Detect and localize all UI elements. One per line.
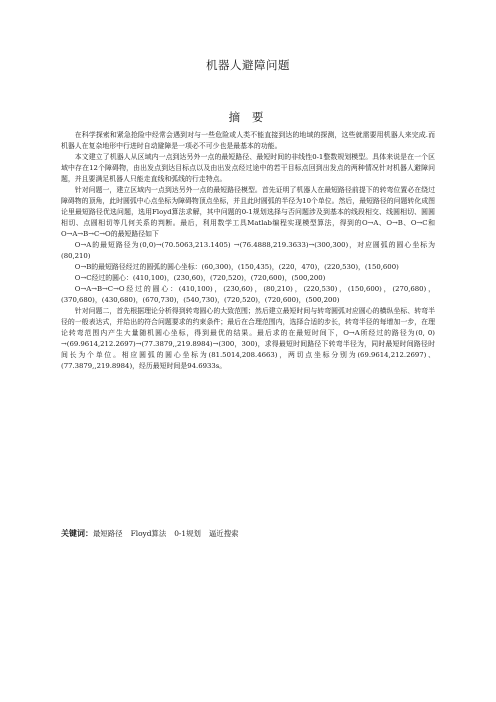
keyword: 最短路径 bbox=[93, 529, 123, 538]
abstract-paragraph: 针对问题一，建立区域内一点到达另外一点的最短路径模型。首先证明了机器人在最短路径前提下的转弯位置必在绕过障碍物的顶角，此时圆弧中心点坐标为障碍物顶点坐标，并且此时圆弧的半径为10个单位。然后，最短路径的问题转化成图论里最短路径优选问题，选用Floyd算法求解，其中问题的0-1规划选择与否问题涉及到基本的线段相交、线圆相切、圆圆相切、点圆相切等几何关系的判断。最后，利用数学工具Matlab编程实现模型算法，得到的O→A、O→B、O→C和O→A→B→C→O的最短路径如下 bbox=[61, 186, 435, 238]
result-line: O→B的最短路径经过的圆弧的圆心坐标：(60,300)，(150,435)，(220，470)，(220,530)，(150,600) bbox=[74, 263, 399, 271]
result-line: O→A→B→C→O经过的圆心：(410,100)，(230,60)，(80,210)，(220,530)，(150,600)，(270,680)，(370,680)，(430,680)，(670,730)，(540,730)，(720,520)，(720,600)，(500,200) bbox=[61, 285, 435, 304]
abstract-heading: 摘 要 bbox=[228, 110, 268, 124]
keyword: 0-1规划 bbox=[174, 529, 201, 538]
keywords-label: 关键词： bbox=[61, 529, 93, 538]
abstract-paragraph: 针对问题二，首先根据理论分析得到转弯圆心的大致范围；然后建立最短时间与转弯圆弧对应圆心的横纵坐标、转弯半径的一般表达式，并给出的符合问题要求的约束条件；最后在合理范围内，选择合适的步长，转弯半径的每增加一步，在理论转弯范围内产生大量随机圆心坐标，得到最优的结果。最后求的在最短时间下，O→A所经过的路径为(0, 0) →(69.9614,212.2697)→(77.3879,,219.8984)→(300，300)，求得最短时间路径下转弯半径为，同时最短时间路径时间长为个单位。相应圆弧的圆心坐标为(81.5014,208.4663)，两切点坐标分别为(69.9614,212.2697)、(77.3879,,219.8984)，经历最短时间是94.6933s。 bbox=[61, 307, 435, 370]
result-line: O→C经过的圆心：(410,100)，(230,60)，(720,520)，(720,600)，(500,200) bbox=[74, 274, 326, 282]
keyword: 逼近搜索 bbox=[208, 529, 239, 538]
abstract-paragraph: 本文建立了机器人从区域内一点到达另外一点的最短路径、最短时间的非线性0-1整数规划模型。具体来说是在一个区域中存在12个障碍物，由出发点到达目标点以及由出发点经过途中的若干目标点回到出发点的两种情况针对机器人避障问题，并且要满足机器人只能走直线和弧线的行走特点。 bbox=[61, 153, 435, 183]
result-line: O→A的最短路径为(0,0)→(70.5063,213.1405) →(76.4888,219.3633)→(300,300)，对应圆弧的圆心坐标为(80,210) bbox=[61, 241, 435, 260]
abstract-paragraph: 在科学探索和紧急抢险中经常会遇到对与一些危险或人类不能直接到达的地域的探测，这些就需要用机器人来完成.而机器人在复杂地形中行进时自动避障是一项必不可少也是最基本的功能。 bbox=[61, 131, 435, 150]
keywords-line bbox=[61, 528, 435, 539]
abstract-body bbox=[61, 130, 435, 372]
paper-title: 机器人避障问题 bbox=[206, 58, 290, 72]
keyword: Floyd算法 bbox=[130, 529, 167, 538]
